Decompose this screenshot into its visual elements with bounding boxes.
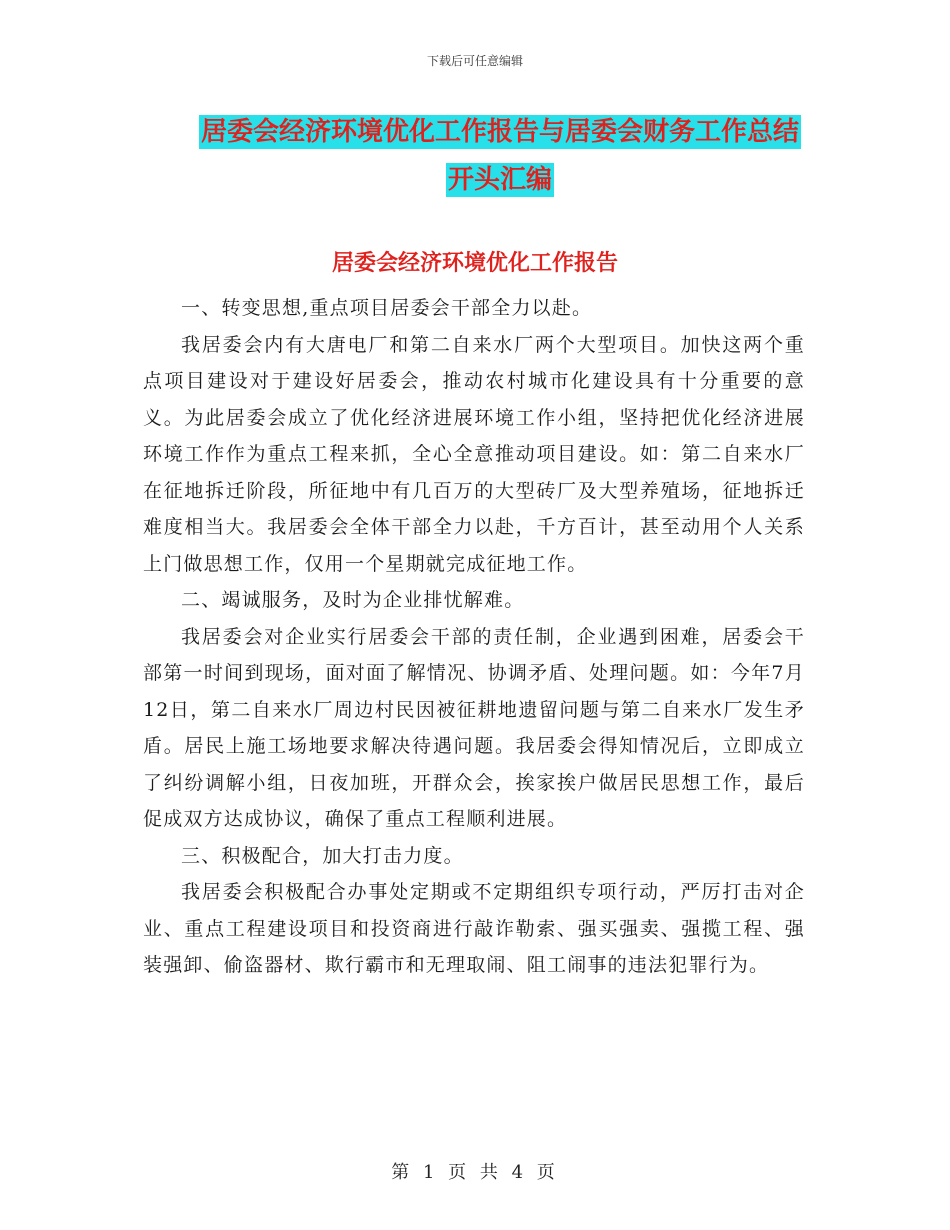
paragraph-3: 我居委会积极配合办事处定期或不定期组织专项行动，严厉打击对企业、重点工程建设项目和投资商进行敲诈勒索、强买强卖、强揽工程、强装强卸、偷盗器材、欺行霸市和无理取闹、阻工闹事的违法犯罪行为。 [143, 881, 805, 976]
body-text [143, 290, 805, 984]
paragraph-heading-1: 一、转变思想,重点项目居委会干部全力以赴。 [181, 297, 593, 319]
page-footer: 第 1 页 共 4 页 [391, 1162, 559, 1183]
document-title-line-1: 居委会经济环境优化工作报告与居委会财务工作总结 [200, 117, 799, 147]
document-title-line-2: 开头汇编 [447, 165, 552, 195]
paragraph-1: 我居委会内有大唐电厂和第二自来水厂两个大型项目。加快这两个重点项目建设对于建设好居委会，推动农村城市化建设具有十分重要的意义。为此居委会成立了优化经济进展环境工作小组，坚持把优化经济进展环境工作作为重点工程来抓，全心全意推动项目建设。如：第二自来水厂在征地拆迁阶段，所征地中有几百万的大型砖厂及大型养殖场，征地拆迁难度相当大。我居委会全体干部全力以赴，千方百计，甚至动用个人关系上门做思想工作，仅用一个星期就完成征地工作。 [143, 333, 805, 575]
document-title [190, 108, 810, 204]
paragraph-heading-3: 三、积极配合，加大打击力度。 [181, 844, 464, 867]
paragraph-2: 我居委会对企业实行居委会干部的责任制，企业遇到困难，居委会干部第一时间到现场，面对面了解情况、协调矛盾、处理问题。如：今年7月12日，第二自来水厂周边村民因被征耕地遗留问题与第二自来水厂发生矛盾。居民上施工场地要求解决待遇问题。我居委会得知情况后，立即成立了纠纷调解小组，日夜加班，开群众会，挨家挨户做居民思想工作，最后促成双方达成协议，确保了重点工程顺利进展。 [143, 625, 805, 830]
paragraph-heading-2: 二、竭诚服务，及时为企业排忧解难。 [181, 589, 525, 611]
section-title: 居委会经济环境优化工作报告 [331, 251, 618, 276]
header-note: 下载后可任意编辑 [426, 54, 523, 68]
